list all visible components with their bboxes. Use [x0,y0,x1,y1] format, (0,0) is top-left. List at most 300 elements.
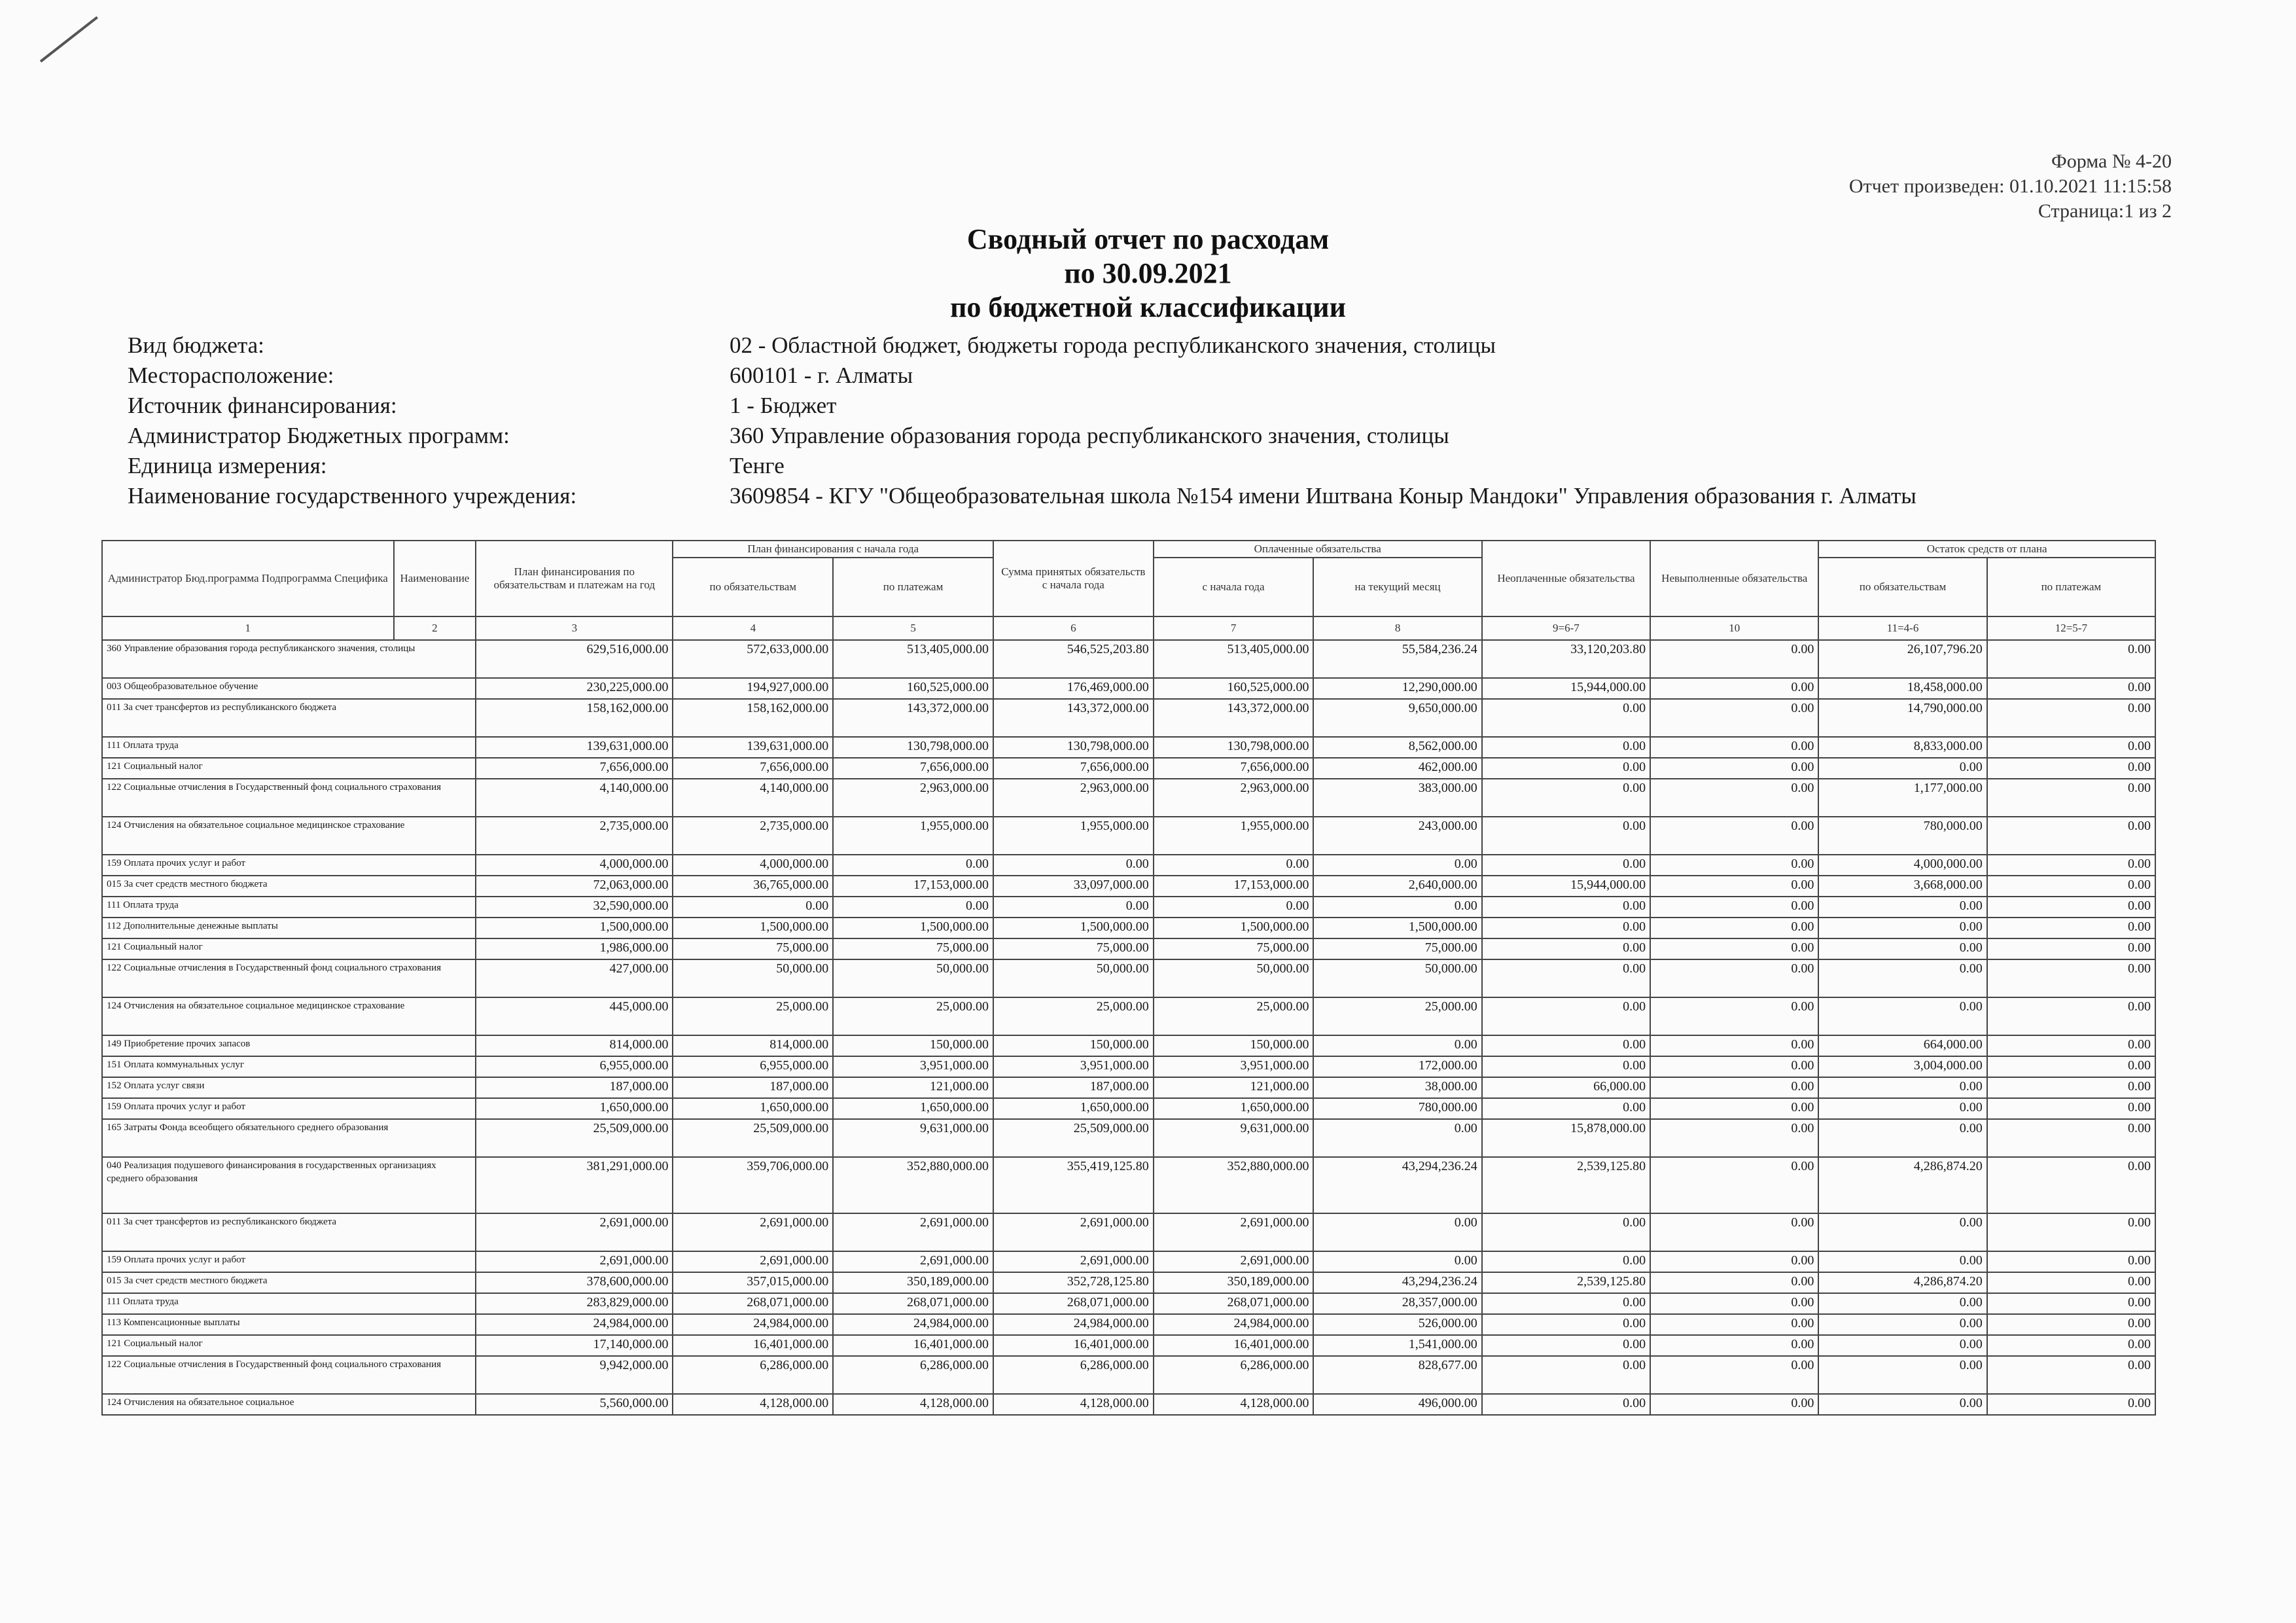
table-row [102,1394,2155,1415]
cell-value: 194,927,000.00 [673,678,833,699]
cell-value: 0.00 [1818,897,1987,918]
table-row [102,1213,2155,1251]
cell-value: 0.00 [1482,737,1650,758]
cell-value: 121,000.00 [1154,1077,1314,1098]
cell-value: 0.00 [1987,918,2155,938]
cell-value: 0.00 [833,855,993,876]
cell-value: 0.00 [1650,1056,1818,1077]
cell-value: 462,000.00 [1313,758,1481,779]
cell-value: 176,469,000.00 [993,678,1154,699]
row-name: 121 Социальный налог [102,758,476,779]
cell-value: 1,955,000.00 [833,817,993,855]
cell-value: 0.00 [1650,1314,1818,1335]
cell-value: 0.00 [1650,640,1818,678]
cell-value: 0.00 [1650,897,1818,918]
cell-value: 160,525,000.00 [1154,678,1314,699]
cell-value: 814,000.00 [476,1035,673,1056]
cell-value: 350,189,000.00 [1154,1272,1314,1293]
table-row [102,1335,2155,1356]
cell-value: 28,357,000.00 [1313,1293,1481,1314]
cell-value: 546,525,203.80 [993,640,1154,678]
cell-value: 160,525,000.00 [833,678,993,699]
cell-value: 4,000,000.00 [476,855,673,876]
cell-value: 4,128,000.00 [1154,1394,1314,1415]
meta-row-location [128,361,1916,391]
cell-value: 158,162,000.00 [476,699,673,737]
meta-row-funding-source [128,391,1916,421]
cell-value: 0.00 [1313,1251,1481,1272]
table-row [102,758,2155,779]
cell-value: 25,000.00 [1313,997,1481,1035]
cell-value: 0.00 [1650,855,1818,876]
table-row [102,897,2155,918]
cell-value: 2,640,000.00 [1313,876,1481,897]
cell-value: 72,063,000.00 [476,876,673,897]
cell-value: 32,590,000.00 [476,897,673,918]
cell-value: 0.00 [1482,997,1650,1035]
row-name: 124 Отчисления на обязательное социальное медицинское страхование [102,817,476,855]
cell-value: 0.00 [1313,855,1481,876]
table-row [102,918,2155,938]
table-row [102,1098,2155,1119]
row-name: 159 Оплата прочих услуг и работ [102,855,476,876]
cell-value: 0.00 [1818,1077,1987,1098]
table-row [102,1272,2155,1293]
col-header-unfulfilled: Невыполненные обязательства [1650,541,1818,616]
cell-value: 18,458,000.00 [1818,678,1987,699]
cell-value: 0.00 [1650,1356,1818,1394]
cell-value: 25,000.00 [993,997,1154,1035]
cell-value: 187,000.00 [993,1077,1154,1098]
cell-value: 378,600,000.00 [476,1272,673,1293]
table-row [102,640,2155,678]
col-number: 10 [1650,616,1818,640]
table-row [102,699,2155,737]
table-row [102,876,2155,897]
cell-value: 780,000.00 [1818,817,1987,855]
cell-value: 25,000.00 [833,997,993,1035]
title-line-1: Сводный отчет по расходам [966,223,1330,255]
cell-value: 3,951,000.00 [993,1056,1154,1077]
cell-value: 1,650,000.00 [476,1098,673,1119]
cell-value: 0.00 [1482,1293,1650,1314]
col-header-paid-group: Оплаченные обязательства [1154,541,1482,558]
cell-value: 158,162,000.00 [673,699,833,737]
cell-value: 2,539,125.80 [1482,1157,1650,1213]
header-row-1 [102,541,2155,558]
col-header-plan-ytd-group: План финансирования с начала года [673,541,993,558]
cell-value: 2,735,000.00 [476,817,673,855]
cell-value: 1,500,000.00 [993,918,1154,938]
cell-value: 0.00 [1650,1213,1818,1251]
row-name: 152 Оплата услуг связи [102,1077,476,1098]
cell-value: 7,656,000.00 [993,758,1154,779]
cell-value: 0.00 [1482,779,1650,817]
cell-value: 0.00 [1818,1394,1987,1415]
table-row [102,1035,2155,1056]
meta-value: 360 Управление образования города республиканского значения, столицы [730,423,1449,448]
cell-value: 17,153,000.00 [833,876,993,897]
cell-value: 1,986,000.00 [476,938,673,959]
cell-value: 0.00 [993,897,1154,918]
cell-value: 0.00 [1482,855,1650,876]
cell-value: 8,833,000.00 [1818,737,1987,758]
meta-label: Наименование государственного учреждения: [128,483,577,508]
cell-value: 268,071,000.00 [833,1293,993,1314]
cell-value: 230,225,000.00 [476,678,673,699]
cell-value: 0.00 [1987,997,2155,1035]
cell-value: 0.00 [673,897,833,918]
cell-value: 43,294,236.24 [1313,1157,1481,1213]
cell-value: 8,562,000.00 [1313,737,1481,758]
cell-value: 3,668,000.00 [1818,876,1987,897]
cell-value: 352,880,000.00 [833,1157,993,1213]
col-header-plan-ytd-obl: по обязательствам [673,558,833,616]
cell-value: 0.00 [1313,1119,1481,1157]
report-title [0,223,2296,325]
row-name: 122 Социальные отчисления в Государственный фонд социального страхования [102,1356,476,1394]
column-number-row [102,616,2155,640]
cell-value: 0.00 [1482,1098,1650,1119]
cell-value: 0.00 [1818,918,1987,938]
cell-value: 75,000.00 [993,938,1154,959]
col-header-remain-obl: по обязательствам [1818,558,1987,616]
cell-value: 139,631,000.00 [476,737,673,758]
col-number: 5 [833,616,993,640]
col-header-plan-ytd-pay: по платежам [833,558,993,616]
cell-value: 3,951,000.00 [833,1056,993,1077]
meta-row-budget-type [128,330,1916,361]
cell-value: 0.00 [1482,938,1650,959]
cell-value: 2,691,000.00 [833,1251,993,1272]
cell-value: 16,401,000.00 [993,1335,1154,1356]
cell-value: 4,128,000.00 [833,1394,993,1415]
cell-value: 0.00 [1650,1157,1818,1213]
cell-value: 0.00 [1650,817,1818,855]
cell-value: 2,691,000.00 [993,1251,1154,1272]
cell-value: 381,291,000.00 [476,1157,673,1213]
cell-value: 1,177,000.00 [1818,779,1987,817]
cell-value: 0.00 [1482,699,1650,737]
cell-value: 2,691,000.00 [1154,1213,1314,1251]
cell-value: 150,000.00 [993,1035,1154,1056]
cell-value: 2,963,000.00 [833,779,993,817]
col-number: 1 [102,616,394,640]
cell-value: 66,000.00 [1482,1077,1650,1098]
cell-value: 0.00 [1482,1213,1650,1251]
meta-row-unit [128,451,1916,481]
cell-value: 0.00 [1818,1314,1987,1335]
cell-value: 0.00 [1818,959,1987,997]
cell-value: 0.00 [1313,1213,1481,1251]
cell-value: 0.00 [1818,1335,1987,1356]
cell-value: 0.00 [1818,1356,1987,1394]
cell-value: 2,963,000.00 [1154,779,1314,817]
cell-value: 0.00 [1482,918,1650,938]
title-line-2: по 30.09.2021 [1064,257,1232,289]
table-row [102,1056,2155,1077]
cell-value: 0.00 [1987,959,2155,997]
cell-value: 130,798,000.00 [833,737,993,758]
meta-value: 02 - Областной бюджет, бюджеты города республиканского значения, столицы [730,332,1496,358]
cell-value: 17,140,000.00 [476,1335,673,1356]
cell-value: 1,500,000.00 [1313,918,1481,938]
col-header-admin: Администратор Бюд.программа Подпрограмма Специфика [102,541,394,616]
cell-value: 0.00 [1650,1293,1818,1314]
cell-value: 268,071,000.00 [673,1293,833,1314]
cell-value: 0.00 [1482,959,1650,997]
row-name: 011 За счет трансфертов из республиканского бюджета [102,1213,476,1251]
cell-value: 0.00 [1987,699,2155,737]
cell-value: 9,650,000.00 [1313,699,1481,737]
row-name: 015 За счет средств местного бюджета [102,1272,476,1293]
cell-value: 0.00 [993,855,1154,876]
cell-value: 4,286,874.20 [1818,1272,1987,1293]
cell-value: 0.00 [1818,1293,1987,1314]
cell-value: 143,372,000.00 [1154,699,1314,737]
col-number: 11=4-6 [1818,616,1987,640]
col-header-name: Наименование [394,541,476,616]
meta-label: Месторасположение: [128,363,334,388]
cell-value: 4,140,000.00 [476,779,673,817]
cell-value: 0.00 [1482,1056,1650,1077]
cell-value: 33,097,000.00 [993,876,1154,897]
cell-value: 283,829,000.00 [476,1293,673,1314]
cell-value: 0.00 [1650,758,1818,779]
cell-value: 24,984,000.00 [993,1314,1154,1335]
cell-value: 43,294,236.24 [1313,1272,1481,1293]
cell-value: 4,000,000.00 [673,855,833,876]
cell-value: 0.00 [1818,938,1987,959]
col-header-remain-pay: по платежам [1987,558,2155,616]
cell-value: 0.00 [1818,1251,1987,1272]
cell-value: 0.00 [1818,1098,1987,1119]
cell-value: 2,691,000.00 [993,1213,1154,1251]
col-number: 6 [993,616,1154,640]
meta-value: Тенге [730,453,785,478]
cell-value: 0.00 [1482,1394,1650,1415]
cell-value: 243,000.00 [1313,817,1481,855]
row-name: 151 Оплата коммунальных услуг [102,1056,476,1077]
title-line-3: по бюджетной классификации [950,291,1346,323]
cell-value: 0.00 [1987,1356,2155,1394]
table-row [102,855,2155,876]
cell-value: 121,000.00 [833,1077,993,1098]
row-name: 113 Компенсационные выплаты [102,1314,476,1335]
cell-value: 2,691,000.00 [673,1213,833,1251]
cell-value: 780,000.00 [1313,1098,1481,1119]
row-name: 112 Дополнительные денежные выплаты [102,918,476,938]
cell-value: 6,286,000.00 [993,1356,1154,1394]
cell-value: 496,000.00 [1313,1394,1481,1415]
cell-value: 143,372,000.00 [833,699,993,737]
cell-value: 6,955,000.00 [673,1056,833,1077]
cell-value: 75,000.00 [833,938,993,959]
report-meta [128,330,1916,511]
cell-value: 0.00 [1818,997,1987,1035]
table-row [102,1119,2155,1157]
cell-value: 0.00 [1650,876,1818,897]
cell-value: 0.00 [1154,855,1314,876]
col-number: 3 [476,616,673,640]
cell-value: 50,000.00 [1313,959,1481,997]
cell-value: 0.00 [1987,678,2155,699]
cell-value: 3,004,000.00 [1818,1056,1987,1077]
row-name: 165 Затраты Фонда всеобщего обязательного среднего образования [102,1119,476,1157]
cell-value: 0.00 [1987,1335,2155,1356]
cell-value: 0.00 [1987,938,2155,959]
cell-value: 0.00 [1650,737,1818,758]
cell-value: 0.00 [1987,1077,2155,1098]
cell-value: 0.00 [1987,897,2155,918]
cell-value: 150,000.00 [833,1035,993,1056]
table-row [102,737,2155,758]
row-name: 159 Оплата прочих услуг и работ [102,1098,476,1119]
cell-value: 15,944,000.00 [1482,678,1650,699]
cell-value: 0.00 [1482,817,1650,855]
meta-label: Администратор Бюджетных программ: [128,423,510,448]
cell-value: 1,500,000.00 [1154,918,1314,938]
cell-value: 0.00 [1987,1314,2155,1335]
cell-value: 16,401,000.00 [833,1335,993,1356]
cell-value: 4,140,000.00 [673,779,833,817]
cell-value: 150,000.00 [1154,1035,1314,1056]
cell-value: 6,286,000.00 [1154,1356,1314,1394]
cell-value: 0.00 [1987,1394,2155,1415]
cell-value: 0.00 [1482,1356,1650,1394]
cell-value: 9,631,000.00 [1154,1119,1314,1157]
cell-value: 2,691,000.00 [1154,1251,1314,1272]
cell-value: 0.00 [1987,855,2155,876]
table-row [102,817,2155,855]
meta-label: Единица измерения: [128,453,327,478]
cell-value: 2,691,000.00 [673,1251,833,1272]
table-row [102,959,2155,997]
cell-value: 1,650,000.00 [673,1098,833,1119]
cell-value: 24,984,000.00 [476,1314,673,1335]
row-name: 111 Оплата труда [102,897,476,918]
cell-value: 0.00 [1818,1119,1987,1157]
cell-value: 0.00 [1987,1098,2155,1119]
row-name: 124 Отчисления на обязательное социальное медицинское страхование [102,997,476,1035]
form-number: Форма № 4-20 [2051,151,2172,172]
cell-value: 0.00 [1987,1293,2155,1314]
cell-value: 0.00 [1987,1213,2155,1251]
col-number: 9=6-7 [1482,616,1650,640]
cell-value: 513,405,000.00 [833,640,993,678]
cell-value: 0.00 [1650,1119,1818,1157]
cell-value: 0.00 [1650,938,1818,959]
cell-value: 24,984,000.00 [1154,1314,1314,1335]
table-row [102,1356,2155,1394]
cell-value: 25,509,000.00 [673,1119,833,1157]
cell-value: 0.00 [1650,1077,1818,1098]
cell-value: 0.00 [1987,779,2155,817]
cell-value: 513,405,000.00 [1154,640,1314,678]
meta-label: Источник финансирования: [128,393,397,418]
cell-value: 1,955,000.00 [993,817,1154,855]
cell-value: 0.00 [1650,1098,1818,1119]
cell-value: 828,677.00 [1313,1356,1481,1394]
cell-value: 187,000.00 [673,1077,833,1098]
cell-value: 0.00 [1482,1335,1650,1356]
meta-value: 600101 - г. Алматы [730,363,913,388]
table-row [102,779,2155,817]
cell-value: 50,000.00 [673,959,833,997]
cell-value: 0.00 [1650,959,1818,997]
cell-value: 7,656,000.00 [673,758,833,779]
cell-value: 25,509,000.00 [476,1119,673,1157]
cell-value: 0.00 [1650,918,1818,938]
cell-value: 143,372,000.00 [993,699,1154,737]
table-row [102,678,2155,699]
cell-value: 4,128,000.00 [993,1394,1154,1415]
cell-value: 1,541,000.00 [1313,1335,1481,1356]
cell-value: 0.00 [1650,1335,1818,1356]
cell-value: 0.00 [1818,1213,1987,1251]
cell-value: 75,000.00 [1313,938,1481,959]
cell-value: 0.00 [1818,758,1987,779]
cell-value: 7,656,000.00 [476,758,673,779]
col-number: 7 [1154,616,1314,640]
cell-value: 12,290,000.00 [1313,678,1481,699]
cell-value: 50,000.00 [1154,959,1314,997]
row-name: 121 Социальный налог [102,1335,476,1356]
table-row [102,1077,2155,1098]
cell-value: 427,000.00 [476,959,673,997]
cell-value: 0.00 [1313,897,1481,918]
cell-value: 26,107,796.20 [1818,640,1987,678]
cell-value: 0.00 [1650,1251,1818,1272]
cell-value: 1,650,000.00 [833,1098,993,1119]
cell-value: 24,984,000.00 [673,1314,833,1335]
row-name: 111 Оплата труда [102,737,476,758]
cell-value: 355,419,125.80 [993,1157,1154,1213]
cell-value: 0.00 [1650,678,1818,699]
cell-value: 75,000.00 [1154,938,1314,959]
cell-value: 172,000.00 [1313,1056,1481,1077]
cell-value: 4,286,874.20 [1818,1157,1987,1213]
cell-value: 0.00 [1987,1035,2155,1056]
cell-value: 0.00 [1650,779,1818,817]
col-header-paid-month: на текущий месяц [1313,558,1481,616]
col-header-paid-ytd: с начала года [1154,558,1314,616]
cell-value: 33,120,203.80 [1482,640,1650,678]
generated-timestamp: Отчет произведен: 01.10.2021 11:15:58 [1848,175,2172,197]
cell-value: 4,128,000.00 [673,1394,833,1415]
cell-value: 24,984,000.00 [833,1314,993,1335]
row-name: 003 Общеобразовательное обучение [102,678,476,699]
cell-value: 268,071,000.00 [993,1293,1154,1314]
col-number: 8 [1313,616,1481,640]
cell-value: 4,000,000.00 [1818,855,1987,876]
cell-value: 664,000.00 [1818,1035,1987,1056]
cell-value: 350,189,000.00 [833,1272,993,1293]
table-row [102,997,2155,1035]
cell-value: 0.00 [1987,1251,2155,1272]
col-header-unpaid: Неоплаченные обязательства [1482,541,1650,616]
col-number: 2 [394,616,476,640]
cell-value: 0.00 [1650,1035,1818,1056]
cell-value: 55,584,236.24 [1313,640,1481,678]
cell-value: 2,691,000.00 [476,1213,673,1251]
cell-value: 2,963,000.00 [993,779,1154,817]
cell-value: 1,650,000.00 [1154,1098,1314,1119]
cell-value: 0.00 [1987,817,2155,855]
cell-value: 2,691,000.00 [476,1251,673,1272]
cell-value: 187,000.00 [476,1077,673,1098]
cell-value: 25,000.00 [1154,997,1314,1035]
